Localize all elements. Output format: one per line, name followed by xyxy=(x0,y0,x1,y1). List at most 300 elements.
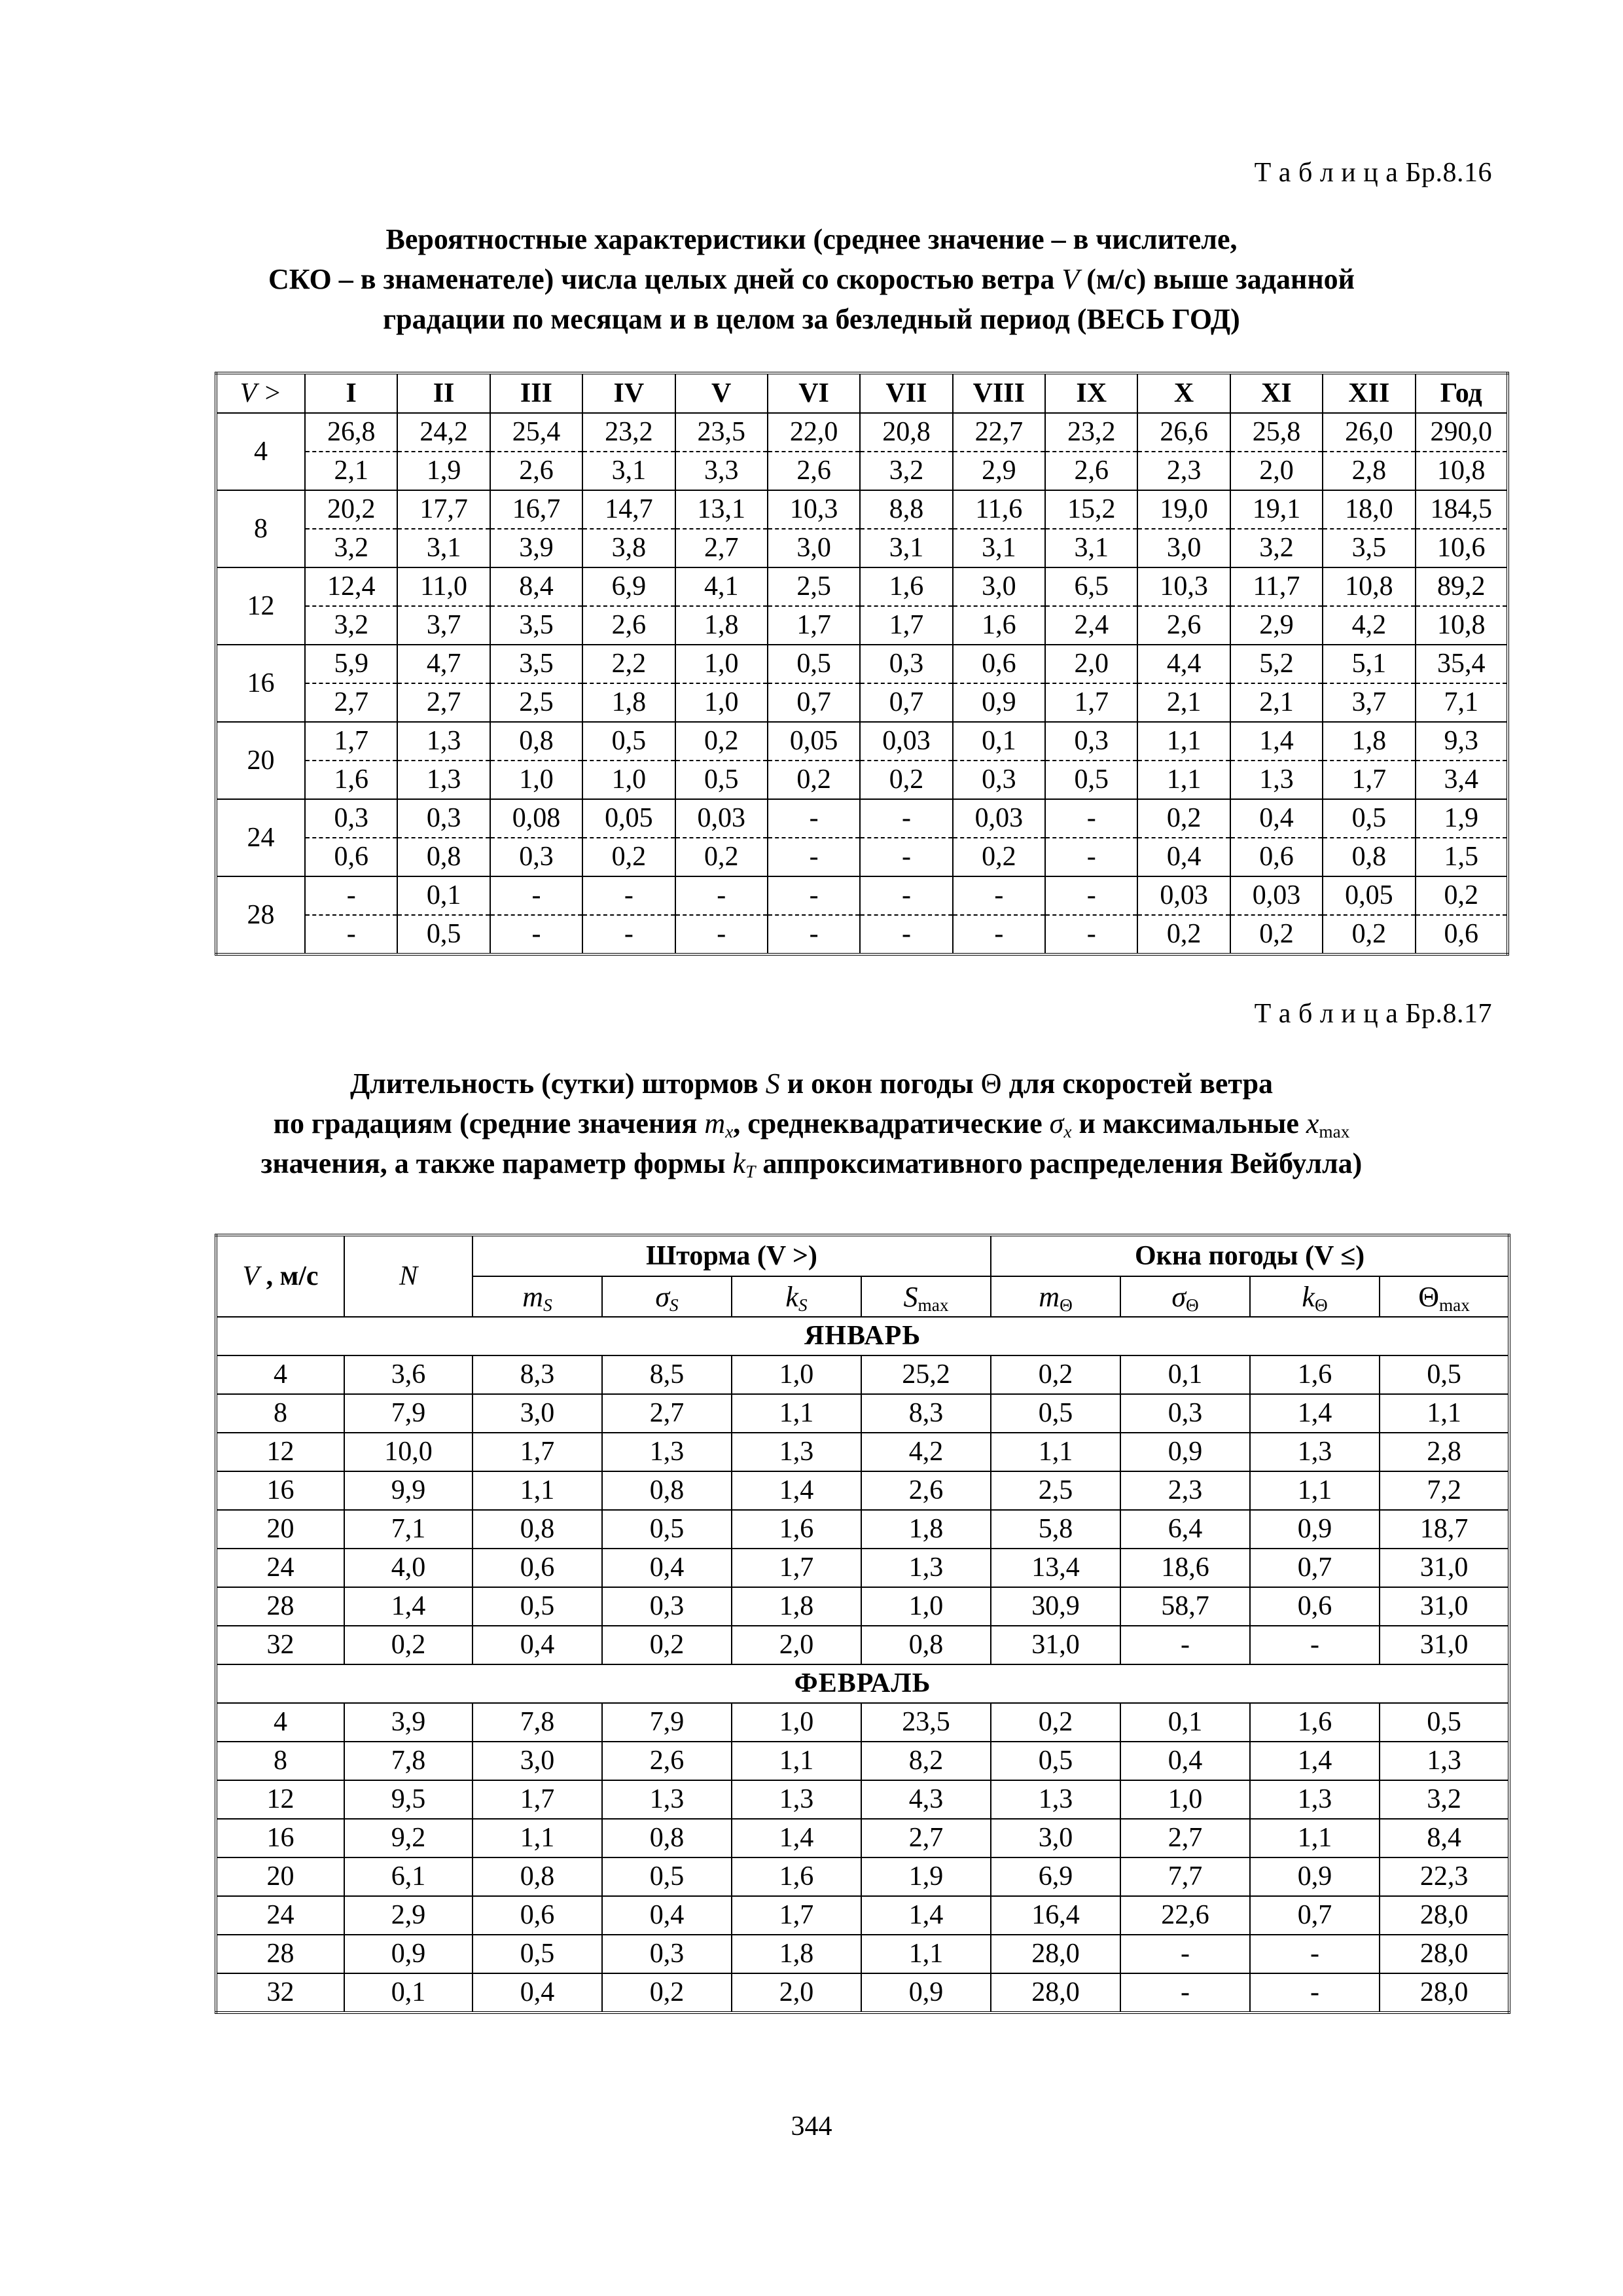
mean-cell: 5,1 xyxy=(1323,645,1415,683)
table-cell: 0,9 xyxy=(1120,1433,1250,1471)
mean-cell: - xyxy=(305,876,397,915)
table-cell: 6,1 xyxy=(344,1857,473,1896)
table-cell: 0,8 xyxy=(861,1626,991,1664)
sd-cell: 2,3 xyxy=(1137,452,1230,490)
sd-cell: 3,2 xyxy=(1230,529,1323,567)
table2 xyxy=(215,1234,1510,2014)
sd-cell: - xyxy=(768,915,860,954)
sd-cell: - xyxy=(1045,838,1137,876)
sd-cell: 2,5 xyxy=(490,683,582,722)
table1-title-line3: градации по месяцам и в целом за безледный период (ВЕСЬ ГОД) xyxy=(383,303,1240,335)
sd-cell: 2,7 xyxy=(675,529,768,567)
sd-cell: 0,8 xyxy=(1323,838,1415,876)
table-cell: 16,4 xyxy=(991,1896,1120,1935)
table-row xyxy=(216,1819,1509,1857)
sd-cell: 10,8 xyxy=(1416,452,1508,490)
sd-cell: 3,8 xyxy=(582,529,675,567)
mean-cell: - xyxy=(768,799,860,838)
mean-cell: 290,0 xyxy=(1416,413,1508,452)
table-cell: 23,5 xyxy=(861,1703,991,1742)
table-cell: 7,2 xyxy=(1380,1471,1509,1510)
table-row-sd xyxy=(216,761,1508,799)
mean-cell: 12,4 xyxy=(305,567,397,606)
mean-cell: 0,05 xyxy=(1323,876,1415,915)
mean-cell: 0,03 xyxy=(1230,876,1323,915)
table-cell: 6,9 xyxy=(991,1857,1120,1896)
table-cell: 0,5 xyxy=(602,1510,732,1549)
mean-cell: 0,03 xyxy=(953,799,1045,838)
mean-cell: 0,5 xyxy=(768,645,860,683)
table1-title-line1: Вероятностные характеристики (среднее значение – в числителе, xyxy=(385,223,1238,255)
sd-cell: 2,9 xyxy=(953,452,1045,490)
mean-cell: 1,6 xyxy=(860,567,952,606)
mean-cell: 0,08 xyxy=(490,799,582,838)
table-row xyxy=(216,1394,1509,1433)
table-cell: 5,8 xyxy=(991,1510,1120,1549)
table-row xyxy=(216,1703,1509,1742)
mean-cell: 20,2 xyxy=(305,490,397,529)
table-cell: 8,5 xyxy=(602,1355,732,1394)
mean-cell: 2,5 xyxy=(768,567,860,606)
table-cell: 0,2 xyxy=(991,1703,1120,1742)
header-n: N xyxy=(344,1235,473,1317)
header-parameter: $k_S$ xyxy=(732,1276,861,1317)
table-cell: 1,6 xyxy=(1250,1355,1380,1394)
table-cell: 32 xyxy=(216,1626,344,1664)
table-cell: 3,9 xyxy=(344,1703,473,1742)
mean-cell: 0,1 xyxy=(397,876,490,915)
mean-cell: - xyxy=(675,876,768,915)
header-month: I xyxy=(305,373,397,413)
table-cell: 0,7 xyxy=(1250,1896,1380,1935)
table-cell: 1,7 xyxy=(473,1433,602,1471)
mean-cell: - xyxy=(953,876,1045,915)
table-cell: 8 xyxy=(216,1394,344,1433)
table-cell: 22,6 xyxy=(1120,1896,1250,1935)
table-cell: 2,6 xyxy=(602,1742,732,1780)
table1-title-line2: СКО – в знаменателе) числа целых дней со скоростью ветра V (м/с) выше заданной xyxy=(268,263,1355,295)
sd-cell: 0,5 xyxy=(397,915,490,954)
table-row-mean xyxy=(216,567,1508,606)
table-row xyxy=(216,1433,1509,1471)
table-cell: 0,2 xyxy=(991,1355,1120,1394)
sd-cell: 0,2 xyxy=(1137,915,1230,954)
sd-cell: 2,6 xyxy=(1045,452,1137,490)
table-row xyxy=(216,1587,1509,1626)
table-cell: 2,6 xyxy=(861,1471,991,1510)
header-month: IV xyxy=(582,373,675,413)
table1-caption: Т а б л и ц а Бр.8.16 xyxy=(1254,158,1492,188)
table-cell: 7,1 xyxy=(344,1510,473,1549)
mean-cell: 10,3 xyxy=(768,490,860,529)
mean-cell: 2,2 xyxy=(582,645,675,683)
sd-cell: 0,6 xyxy=(1230,838,1323,876)
mean-cell: 10,3 xyxy=(1137,567,1230,606)
mean-cell: - xyxy=(582,876,675,915)
sd-cell: - xyxy=(768,838,860,876)
page-number: 344 xyxy=(791,2111,832,2142)
mean-cell: 23,2 xyxy=(582,413,675,452)
table-cell: 0,2 xyxy=(344,1626,473,1664)
table-cell: 12 xyxy=(216,1433,344,1471)
table-cell: 9,5 xyxy=(344,1780,473,1819)
table-cell: 1,7 xyxy=(473,1780,602,1819)
sd-cell: 0,2 xyxy=(768,761,860,799)
table-cell: 28,0 xyxy=(991,1973,1120,2013)
table-cell: 0,5 xyxy=(473,1587,602,1626)
sd-cell: 3,5 xyxy=(490,606,582,645)
table-cell: 1,1 xyxy=(861,1935,991,1973)
table-row-sd xyxy=(216,606,1508,645)
table-cell: 7,8 xyxy=(344,1742,473,1780)
sd-cell: 1,7 xyxy=(768,606,860,645)
wind-gradation-cell: 8 xyxy=(216,490,305,567)
sd-cell: 2,1 xyxy=(305,452,397,490)
table-row-sd xyxy=(216,683,1508,722)
sd-cell: 1,7 xyxy=(860,606,952,645)
table-cell: 0,8 xyxy=(602,1819,732,1857)
table-cell: 1,7 xyxy=(732,1896,861,1935)
table-cell: 1,4 xyxy=(732,1471,861,1510)
table-cell: 25,2 xyxy=(861,1355,991,1394)
table-cell: 2,7 xyxy=(602,1394,732,1433)
table-cell: 1,3 xyxy=(1250,1433,1380,1471)
table-cell: 6,4 xyxy=(1120,1510,1250,1549)
sd-cell: 2,4 xyxy=(1045,606,1137,645)
table-cell: 2,0 xyxy=(732,1973,861,2013)
table-cell: 0,3 xyxy=(1120,1394,1250,1433)
table-row xyxy=(216,1780,1509,1819)
sd-cell: 10,6 xyxy=(1416,529,1508,567)
table-cell: 0,6 xyxy=(473,1896,602,1935)
table-cell: 0,5 xyxy=(991,1394,1120,1433)
sd-cell: 0,2 xyxy=(1323,915,1415,954)
table-cell: 0,6 xyxy=(473,1549,602,1587)
sd-cell: 0,2 xyxy=(1230,915,1323,954)
table-cell: 0,2 xyxy=(602,1973,732,2013)
sd-cell: 2,6 xyxy=(1137,606,1230,645)
header-parameter: $\sigma_\Theta$ xyxy=(1120,1276,1250,1317)
sd-cell: 1,0 xyxy=(490,761,582,799)
sd-cell: 1,3 xyxy=(1230,761,1323,799)
mean-cell: 1,7 xyxy=(305,722,397,761)
sd-cell: - xyxy=(1045,915,1137,954)
mean-cell: 0,03 xyxy=(860,722,952,761)
table-cell: 0,4 xyxy=(602,1896,732,1935)
mean-cell: 4,4 xyxy=(1137,645,1230,683)
table-cell: 28,0 xyxy=(1380,1973,1509,2013)
sd-cell: 0,5 xyxy=(675,761,768,799)
table-row xyxy=(216,1355,1509,1394)
sd-cell: 1,0 xyxy=(582,761,675,799)
table-cell: 2,5 xyxy=(991,1471,1120,1510)
table-cell: - xyxy=(1120,1935,1250,1973)
sd-cell: 3,7 xyxy=(397,606,490,645)
table-cell: 2,7 xyxy=(861,1819,991,1857)
table2-title-line1: Длительность (сутки) штормов S и окон погоды Θ для скоростей ветра xyxy=(349,1067,1274,1100)
table-cell: 1,1 xyxy=(732,1742,861,1780)
mean-cell: 2,0 xyxy=(1045,645,1137,683)
sd-cell: 3,1 xyxy=(1045,529,1137,567)
sd-cell: 3,4 xyxy=(1416,761,1508,799)
mean-cell: 0,3 xyxy=(305,799,397,838)
sd-cell: 3,2 xyxy=(305,606,397,645)
table2-header-group-row xyxy=(216,1235,1509,1276)
table-cell: 28,0 xyxy=(1380,1896,1509,1935)
table-cell: - xyxy=(1250,1626,1380,1664)
mean-cell: 26,0 xyxy=(1323,413,1415,452)
table-cell: 4,0 xyxy=(344,1549,473,1587)
mean-cell: 5,2 xyxy=(1230,645,1323,683)
header-v-gt: V > xyxy=(216,373,305,413)
header-month: V xyxy=(675,373,768,413)
mean-cell: 0,05 xyxy=(582,799,675,838)
mean-cell: 19,1 xyxy=(1230,490,1323,529)
wind-gradation-cell: 4 xyxy=(216,413,305,490)
table-cell: 1,8 xyxy=(732,1935,861,1973)
table-row-mean xyxy=(216,413,1508,452)
header-parameter: $S_{max}$ xyxy=(861,1276,991,1317)
table-row-mean xyxy=(216,876,1508,915)
header-month: II xyxy=(397,373,490,413)
sd-cell: 10,8 xyxy=(1416,606,1508,645)
mean-cell: 11,7 xyxy=(1230,567,1323,606)
mean-cell: - xyxy=(860,799,952,838)
table-cell: 58,7 xyxy=(1120,1587,1250,1626)
table-row xyxy=(216,1896,1509,1935)
mean-cell: 1,0 xyxy=(675,645,768,683)
mean-cell: 20,8 xyxy=(860,413,952,452)
sd-cell: 2,6 xyxy=(582,606,675,645)
table-cell: 1,1 xyxy=(473,1819,602,1857)
table-cell: 7,7 xyxy=(1120,1857,1250,1896)
month-row xyxy=(216,1317,1509,1355)
table2-title xyxy=(196,1064,1427,1183)
table-cell: 3,0 xyxy=(473,1742,602,1780)
sd-cell: 0,7 xyxy=(860,683,952,722)
table-cell: 0,9 xyxy=(344,1935,473,1973)
table-cell: 3,0 xyxy=(991,1819,1120,1857)
wind-gradation-cell: 12 xyxy=(216,567,305,645)
table-cell: 9,2 xyxy=(344,1819,473,1857)
wind-gradation-cell: 24 xyxy=(216,799,305,876)
header-month: III xyxy=(490,373,582,413)
table-cell: 0,6 xyxy=(1250,1587,1380,1626)
mean-cell: 25,8 xyxy=(1230,413,1323,452)
table-cell: 3,0 xyxy=(473,1394,602,1433)
sd-cell: 1,1 xyxy=(1137,761,1230,799)
table-cell: 0,4 xyxy=(602,1549,732,1587)
table-cell: 0,4 xyxy=(473,1626,602,1664)
sd-cell: 0,2 xyxy=(582,838,675,876)
table-cell: 8,3 xyxy=(473,1355,602,1394)
table-cell: 0,9 xyxy=(1250,1510,1380,1549)
table-cell: 0,5 xyxy=(473,1935,602,1973)
header-month: XI xyxy=(1230,373,1323,413)
mean-cell: 0,3 xyxy=(1045,722,1137,761)
table-cell: 1,8 xyxy=(861,1510,991,1549)
table-row-sd xyxy=(216,915,1508,954)
mean-cell: - xyxy=(1045,876,1137,915)
table-cell: 0,5 xyxy=(991,1742,1120,1780)
table-cell: 3,2 xyxy=(1380,1780,1509,1819)
table-cell: 1,0 xyxy=(732,1355,861,1394)
table-cell: 1,3 xyxy=(732,1780,861,1819)
mean-cell: 9,3 xyxy=(1416,722,1508,761)
table2-title-line2: по градациям (средние значения $m_x$, среднеквадратические $\sigma_x$ и максимальные $x_{max}$ xyxy=(273,1107,1350,1141)
table-row-mean xyxy=(216,799,1508,838)
table2-title-line3: значения, а также параметр формы $k_T$ аппроксимативного распределения Вейбулла) xyxy=(260,1147,1363,1181)
mean-cell: 0,4 xyxy=(1230,799,1323,838)
header-month: XII xyxy=(1323,373,1415,413)
month-row xyxy=(216,1664,1509,1703)
sd-cell: 0,4 xyxy=(1137,838,1230,876)
mean-cell: 8,4 xyxy=(490,567,582,606)
mean-cell: 0,2 xyxy=(1416,876,1508,915)
sd-cell: 0,2 xyxy=(675,838,768,876)
sd-cell: 3,1 xyxy=(397,529,490,567)
sd-cell: 2,8 xyxy=(1323,452,1415,490)
sd-cell: 1,9 xyxy=(397,452,490,490)
sd-cell: 3,2 xyxy=(305,529,397,567)
sd-cell: 0,6 xyxy=(305,838,397,876)
table2-caption: Т а б л и ц а Бр.8.17 xyxy=(1254,999,1492,1029)
sd-cell: 3,1 xyxy=(860,529,952,567)
table-cell: 1,1 xyxy=(1380,1394,1509,1433)
mean-cell: 18,0 xyxy=(1323,490,1415,529)
mean-cell: 0,3 xyxy=(860,645,952,683)
table-cell: 9,9 xyxy=(344,1471,473,1510)
sd-cell: - xyxy=(305,915,397,954)
table-row xyxy=(216,1973,1509,2013)
table-cell: 24 xyxy=(216,1896,344,1935)
mean-cell: 24,2 xyxy=(397,413,490,452)
table1-header-row xyxy=(216,373,1508,413)
sd-cell: 1,6 xyxy=(305,761,397,799)
mean-cell: 22,0 xyxy=(768,413,860,452)
mean-cell: 10,8 xyxy=(1323,567,1415,606)
table-cell: 31,0 xyxy=(1380,1587,1509,1626)
sd-cell: - xyxy=(860,838,952,876)
table-cell: 4 xyxy=(216,1703,344,1742)
table-cell: 1,6 xyxy=(732,1857,861,1896)
table-cell: 1,0 xyxy=(861,1587,991,1626)
sd-cell: 3,0 xyxy=(1137,529,1230,567)
sd-cell: 1,0 xyxy=(675,683,768,722)
sd-cell: 0,6 xyxy=(1416,915,1508,954)
table-cell: 1,4 xyxy=(344,1587,473,1626)
table-cell: 2,9 xyxy=(344,1896,473,1935)
table-cell: 0,1 xyxy=(344,1973,473,2013)
mean-cell: 17,7 xyxy=(397,490,490,529)
table-cell: 0,5 xyxy=(1380,1703,1509,1742)
table-cell: 0,8 xyxy=(602,1471,732,1510)
mean-cell: 0,05 xyxy=(768,722,860,761)
sd-cell: 0,2 xyxy=(953,838,1045,876)
sd-cell: - xyxy=(582,915,675,954)
mean-cell: - xyxy=(860,876,952,915)
table-cell: 1,4 xyxy=(1250,1394,1380,1433)
table-cell: 1,9 xyxy=(861,1857,991,1896)
table-cell: 8,3 xyxy=(861,1394,991,1433)
table-cell: 0,3 xyxy=(602,1587,732,1626)
mean-cell: 3,5 xyxy=(490,645,582,683)
table-cell: 30,9 xyxy=(991,1587,1120,1626)
table-cell: 20 xyxy=(216,1857,344,1896)
header-month: VIII xyxy=(953,373,1045,413)
header-parameter: $\Theta_{max}$ xyxy=(1380,1276,1509,1317)
table-row-sd xyxy=(216,838,1508,876)
table-cell: 13,4 xyxy=(991,1549,1120,1587)
table-cell: 0,4 xyxy=(473,1973,602,2013)
mean-cell: 0,03 xyxy=(675,799,768,838)
table-cell: 1,3 xyxy=(602,1433,732,1471)
sd-cell: 2,9 xyxy=(1230,606,1323,645)
table-cell: 0,5 xyxy=(602,1857,732,1896)
mean-cell: - xyxy=(490,876,582,915)
table-cell: 1,1 xyxy=(1250,1819,1380,1857)
table-cell: 8,2 xyxy=(861,1742,991,1780)
sd-cell: 1,8 xyxy=(675,606,768,645)
table-cell: 1,3 xyxy=(991,1780,1120,1819)
table-row xyxy=(216,1549,1509,1587)
sd-cell: 7,1 xyxy=(1416,683,1508,722)
mean-cell: 0,8 xyxy=(490,722,582,761)
table-row xyxy=(216,1742,1509,1780)
table-cell: 28 xyxy=(216,1587,344,1626)
mean-cell: 3,0 xyxy=(953,567,1045,606)
table-cell: 31,0 xyxy=(1380,1626,1509,1664)
table-cell: 1,8 xyxy=(732,1587,861,1626)
mean-cell: 11,6 xyxy=(953,490,1045,529)
table-cell: 1,1 xyxy=(732,1394,861,1433)
header-month: Год xyxy=(1416,373,1508,413)
table-cell: 10,0 xyxy=(344,1433,473,1471)
table-row-sd xyxy=(216,529,1508,567)
table-cell: 28,0 xyxy=(991,1935,1120,1973)
table-cell: 4,3 xyxy=(861,1780,991,1819)
sd-cell: 3,7 xyxy=(1323,683,1415,722)
month-label: ЯНВАРЬ xyxy=(216,1317,1509,1355)
table-cell: 1,6 xyxy=(732,1510,861,1549)
table-cell: - xyxy=(1250,1935,1380,1973)
mean-cell: 1,9 xyxy=(1416,799,1508,838)
sd-cell: - xyxy=(490,915,582,954)
header-storms: Шторма (V >) xyxy=(473,1235,991,1276)
sd-cell: 0,9 xyxy=(953,683,1045,722)
table-cell: 3,6 xyxy=(344,1355,473,1394)
mean-cell: 4,7 xyxy=(397,645,490,683)
table-cell: - xyxy=(1120,1973,1250,2013)
table-cell: 0,9 xyxy=(1250,1857,1380,1896)
mean-cell: - xyxy=(1045,799,1137,838)
table-row xyxy=(216,1626,1509,1664)
table-cell: 0,1 xyxy=(1120,1703,1250,1742)
table-row xyxy=(216,1935,1509,1973)
table-cell: 2,7 xyxy=(1120,1819,1250,1857)
mean-cell: 11,0 xyxy=(397,567,490,606)
mean-cell: 19,0 xyxy=(1137,490,1230,529)
table-cell: 0,9 xyxy=(861,1973,991,2013)
mean-cell: 0,03 xyxy=(1137,876,1230,915)
mean-cell: 16,7 xyxy=(490,490,582,529)
table-cell: 0,8 xyxy=(473,1510,602,1549)
header-parameter: $k_\Theta$ xyxy=(1250,1276,1380,1317)
mean-cell: 1,4 xyxy=(1230,722,1323,761)
sd-cell: 0,8 xyxy=(397,838,490,876)
sd-cell: 2,7 xyxy=(397,683,490,722)
wind-gradation-cell: 20 xyxy=(216,722,305,799)
